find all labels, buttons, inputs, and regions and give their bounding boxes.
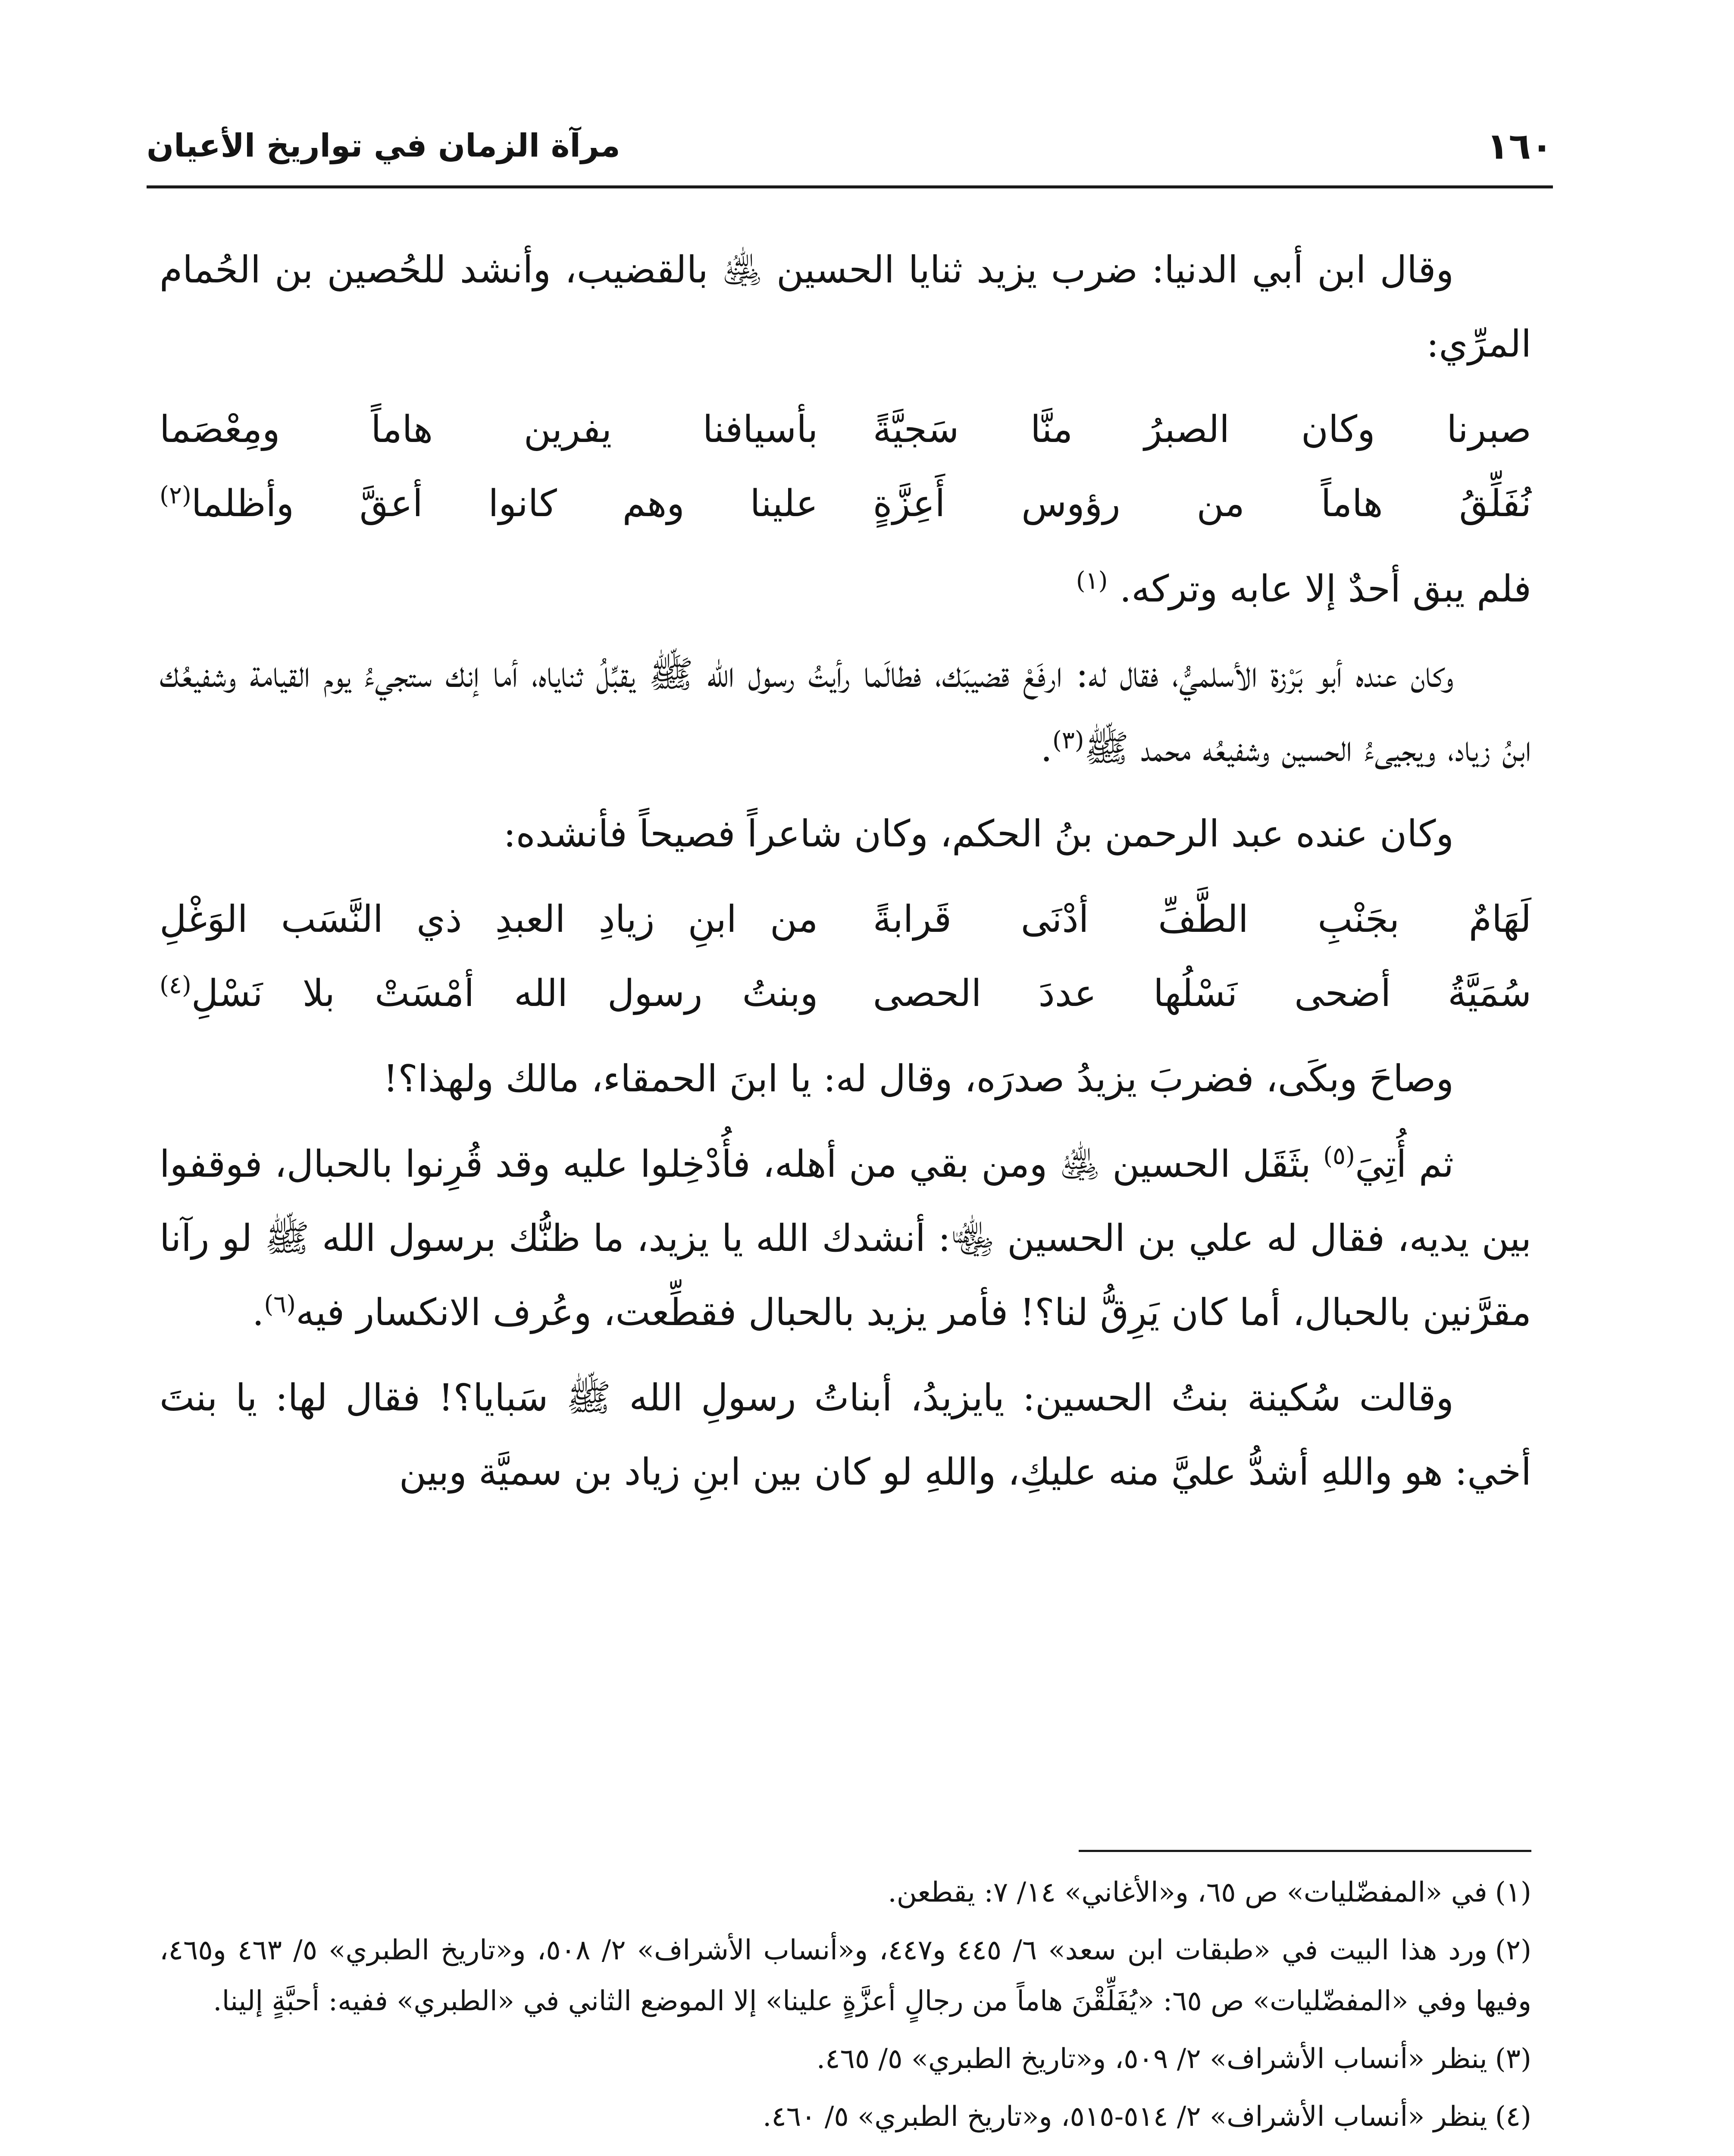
poem-verse (160, 882, 1531, 1031)
hemistich-text: علينا وهم كانوا أعقَّ وأظلما (191, 482, 818, 525)
paragraph-text: وكان عنده أبو بَرْزة الأسلميُّ، فقال له: ارفَعْ قضيبَك، فطالَما رأيتُ رسول الله ﷺ يقبِّلُ ثناياه، أما إنك ستجيءُ يوم القيامة وشفيعُك ابنُ زياد، ويجيىءُ الحسين وشفيعُه محمد ﷺ (160, 653, 1531, 770)
footnote-ref[interactable]: (٤) (160, 971, 191, 1000)
footnote-text: ينظر «أنساب الأشراف» ٢/ ٥٠٩، و«تاريخ الطبري» ٥/ ٤٦٥. (816, 2043, 1487, 2075)
hemistich-second: من ابنِ زيادِ العبدِ ذي النَّسَب الوَغْلِ (160, 898, 818, 941)
paragraph (160, 233, 1531, 381)
paragraph-text: وقالت سُكينة بنتُ الحسين: يايزيدُ، أبناتُ رسولِ الله ﷺ سَبايا؟! فقال لها: يا بنتَ أخي: هو واللهِ أشدُّ عليَّ منه عليكِ، واللهِ لو كان بين ابنِ زياد بن سميَّة وبين (160, 1376, 1531, 1494)
footnote (160, 1867, 1531, 1918)
running-title: مرآة الزمان في تواريخ الأعيان (147, 127, 620, 164)
footnote-text: في «المفضّليات» ص ٦٥، و«الأغاني» ١٤/ ٧: يقطعن. (888, 1877, 1487, 1908)
footnote-number: (٤) (1495, 2101, 1531, 2133)
footnote-ref[interactable]: (٦) (264, 1290, 296, 1319)
hemistich-second (160, 392, 818, 467)
footnote-number: (٣) (1495, 2043, 1531, 2075)
hemistich-second (160, 467, 818, 541)
paragraph (160, 552, 1531, 626)
footnote-ref[interactable]: (٥) (1323, 1142, 1355, 1170)
hemistich-text: وبنتُ رسول الله أمْسَتْ بلا نَسْلِ (191, 972, 818, 1015)
verse-line (160, 392, 1531, 467)
footnote-ref[interactable]: (٢) (160, 481, 191, 510)
footnote-text: ورد هذا البيت في «طبقات ابن سعد» ٦/ ٤٤٥ و٤٤٧، و«أنساب الأشراف» ٢/ ٥٠٨، و«تاريخ الطبري» ٥/ ٤٦٣ و٤٦٥، وفيها وفي «المفضّليات» ص ٦٥: «يُفَلِّقْنَ هاماً من رجالٍ أعزَّةٍ علينا» إلا الموضع الثاني في «الطبري» ففيه: أحبَّةٍ إلينا. (160, 1934, 1531, 2017)
footnote-text: ينظر «أنساب الأشراف» ٢/ ٥١٤-٥١٥، و«تاريخ الطبري» ٥/ ٤٦٠. (762, 2101, 1487, 2133)
footnote (160, 1925, 1531, 2027)
hemistich-first: نُفَلِّقُ هاماً من رؤوس أَعِزَّةٍ (873, 482, 1531, 525)
paragraph-text: وقال ابن أبي الدنيا: ضرب يزيد ثنايا الحسين ﵁ بالقضيب، وأنشد للحُصين بن الحُمام المرِّي: (160, 248, 1531, 366)
paragraph-text: بثَقَل الحسين ﵁ ومن بقي من أهله، فأُدْخِلوا عليه وقد قُرِنوا بالحبال، فوقفوا بين يديه، فقال له علي بن الحسين ﵄: أنشدك الله يا يزيد، ما ظنُّك برسول الله ﷺ لو رآنا مقرَّنين بالحبال، أما كان يَرِقُّ لنا؟! فأمر يزيد بالحبال فقطِّعت، وعُرف الانكسار فيه (160, 1143, 1531, 1334)
paragraph-text: وصاحَ وبكَى، فضربَ يزيدُ صدرَه، وقال له: يا ابنَ الحمقاء، مالك ولهذا؟! (383, 1057, 1454, 1100)
paragraph: وكان عنده أبو بَرْزة الأسلميُّ، فقال له: ارفَعْ قضيبَك، فطالَما رأيتُ رسول الله ﷺ يقبِّلُ ثناياه، أما إنك ستجيءُ يوم القيامة وشفيعُك ابنُ زياد، ويجيىءُ الحسين وشفيعُه محمد ﷺ$^{(٣)}$. (160, 653, 1531, 770)
footnote (160, 2091, 1531, 2142)
hemistich-second (160, 956, 818, 1031)
verse-line (160, 882, 1531, 956)
footnotes (160, 1867, 1531, 2156)
poem-verse (160, 392, 1531, 541)
verse-line (160, 956, 1531, 1031)
page-number: ١٦٠ (1487, 125, 1553, 167)
footnote-number: (٢) (1495, 1934, 1532, 1966)
paragraph-text: ثم أُتِيَ (1355, 1143, 1454, 1186)
paragraph (160, 797, 1531, 871)
paragraph-text: وكان عنده عبد الرحمن بنُ الحكم، وكان شاعراً فصيحاً فأنشده: (503, 812, 1454, 856)
footnote-rule (1079, 1850, 1531, 1852)
hemistich-first: لَهَامٌ بجَنْبِ الطَّفِّ أدْنَى قَرابةً (873, 898, 1531, 941)
paragraph (160, 1361, 1531, 1509)
paragraph (160, 1042, 1531, 1116)
footnote (160, 2149, 1531, 2156)
hemistich-first: سُمَيَّةُ أضحى نَسْلُها عددَ الحصى (873, 972, 1531, 1015)
main-text (160, 233, 1531, 1520)
header-rule (147, 185, 1553, 188)
footnote-number: (١) (1495, 1877, 1531, 1908)
paragraph-text: فلم يبق أحدٌ إلا عابه وتركه. (1119, 567, 1531, 611)
hemistich-text: بأسيافنا يفرين هاماً ومِعْصَما (160, 408, 818, 451)
paragraph: ثم أُتِيَ$^{(٥)}$ بثَقَل الحسين ﵁ ومن بقي من أهله، فأُدْخِلوا عليه وقد قُرِنوا بالحبال، فوقفوا بين يديه، فقال له علي بن الحسين ﵄: أنشدك الله يا يزيد، ما ظنُّك برسول الله ﷺ لو رآنا مقرَّنين بالحبال، أما كان يَرِقُّ لنا؟! فأمر يزيد بالحبال فقطِّعت، وعُرف الانكسار فيه$^{(٦)}$. (160, 1142, 1531, 1334)
hemistich-first: صبرنا وكان الصبرُ منَّا سَجيَّةً (873, 408, 1531, 451)
page-header (147, 116, 1553, 181)
footnote-ref[interactable]: (١) (1076, 567, 1108, 595)
verse-line (160, 467, 1531, 541)
footnote (160, 2034, 1531, 2084)
footnote-ref[interactable]: (٣) (1052, 726, 1084, 755)
